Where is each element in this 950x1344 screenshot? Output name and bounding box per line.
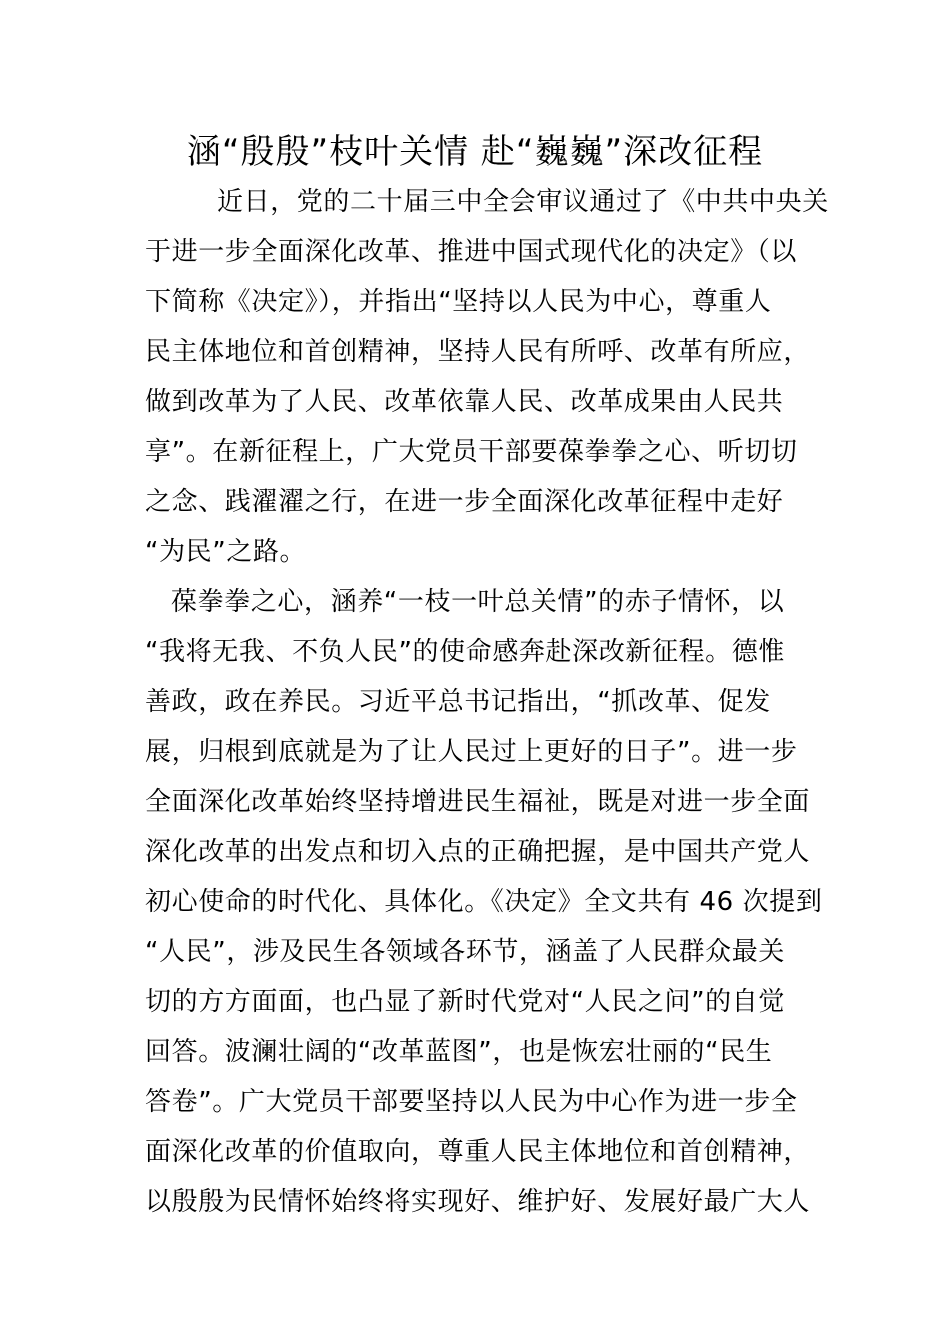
paragraph-line: 初心使命的时代化、具体化。《决定》全文共有 46 次提到	[145, 887, 823, 917]
paragraph-line: 下简称《决定》），并指出“坚持以人民为中心，尊重人	[145, 287, 772, 317]
paragraph-line: 答卷”。广大党员干部要坚持以人民为中心作为进一步全	[145, 1087, 798, 1117]
paragraph-line: 葆拳拳之心，涵养“一枝一叶总关情”的赤子情怀，以	[171, 587, 785, 617]
paragraph-line: 展，归根到底就是为了让人民过上更好的日子”。进一步	[145, 737, 798, 767]
paragraph-line: 做到改革为了人民、改革依靠人民、改革成果由人民共	[145, 387, 784, 417]
paragraph-line: 享”。在新征程上，广大党员干部要葆拳拳之心、听切切	[145, 437, 798, 467]
paragraph-line: 于进一步全面深化改革、推进中国式现代化的决定》（以	[145, 237, 798, 267]
paragraph-line: “我将无我、不负人民”的使命感奔赴深改新征程。德惟	[145, 637, 785, 667]
paragraph-line: 面深化改革的价值取向，尊重人民主体地位和首创精神，	[145, 1137, 811, 1167]
paragraph-line: 民主体地位和首创精神，坚持人民有所呼、改革有所应，	[145, 337, 811, 367]
paragraph-line: 之念、践濯濯之行，在进一步全面深化改革征程中走好	[145, 487, 784, 517]
paragraph-line: 全面深化改革始终坚持增进民生福祉，既是对进一步全面	[145, 787, 811, 817]
paragraph-line: “为民”之路。	[145, 537, 307, 567]
paragraph-line: 深化改革的出发点和切入点的正确把握，是中国共产党人	[145, 837, 811, 867]
paragraph-line: 善政，政在养民。习近平总书记指出，“抓改革、促发	[145, 687, 771, 717]
paragraph-line: 切的方方面面，也凸显了新时代党对“人民之问”的自觉	[145, 987, 785, 1017]
paragraph-line: 近日，党的二十届三中全会审议通过了《中共中央关	[217, 187, 829, 217]
paragraph-line: 以殷殷为民情怀始终将实现好、维护好、发展好最广大人	[145, 1187, 811, 1217]
paragraph-line: 回答。波澜壮阔的“改革蓝图”，也是恢宏壮丽的“民生	[145, 1037, 773, 1067]
document-title: 涵“殷殷”枝叶关情 赴“巍巍”深改征程	[186, 132, 764, 172]
paragraph-line: “人民”，涉及民生各领域各环节，涵盖了人民群众最关	[145, 937, 785, 967]
